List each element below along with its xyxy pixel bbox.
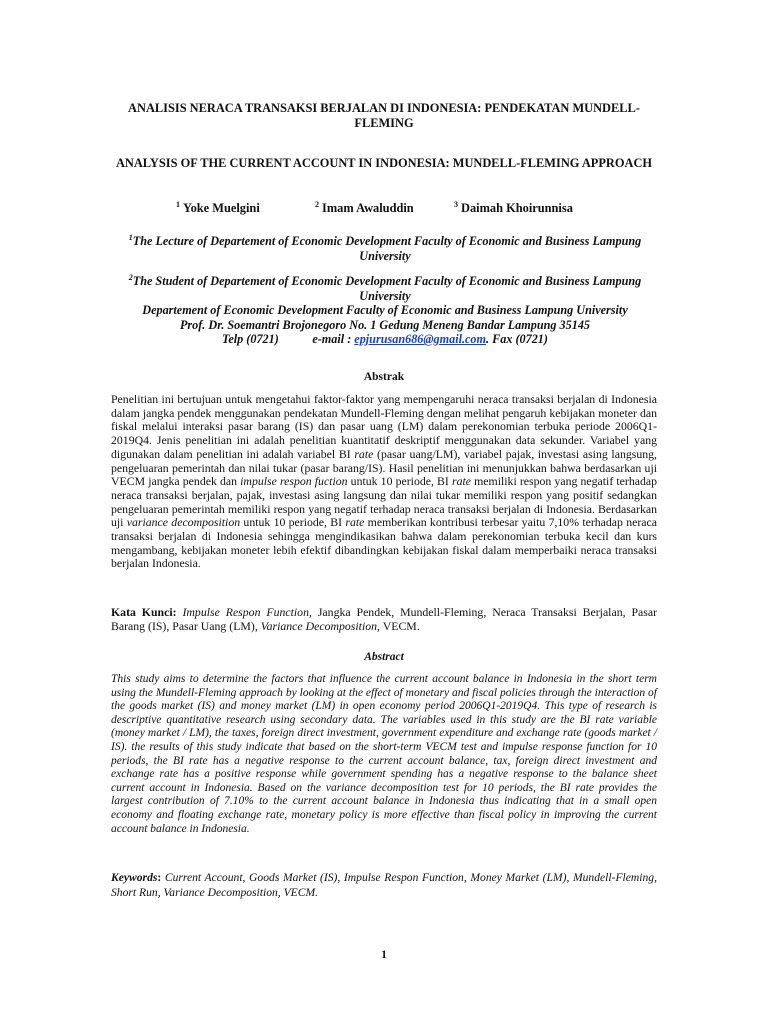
abstrak-italic: rate	[354, 446, 374, 461]
abstrak-text: untuk 10 periode, BI	[347, 474, 452, 489]
author-2-name: Imam Awaluddin	[322, 201, 414, 216]
abstrak-italic: rate	[451, 474, 471, 489]
abstrak-italic: variance decomposition	[126, 515, 241, 530]
affiliation-2	[111, 271, 659, 347]
author-2-superscript: 2	[315, 200, 319, 209]
affiliation-1-superscript: 1	[128, 233, 133, 242]
abstract-heading: Abstract	[364, 651, 404, 663]
affiliation-2-text: The Student of Departement of Economic Development Faculty of Economic and Business Lampung University	[132, 274, 642, 303]
author-1-name: Yoke Muelgini	[183, 201, 260, 216]
author-3	[454, 200, 573, 216]
abstrak-text: untuk 10 periode, BI	[240, 515, 346, 530]
author-3-name: Daimah Khoirunnisa	[461, 201, 573, 216]
paper-title-indonesian: ANALISIS NERACA TRANSAKSI BERJALAN DI INDONESIA: PENDEKATAN MUNDELL-FLEMING	[128, 101, 640, 130]
keywords-text: Current Account, Goods Market (IS), Impulse Respon Function, Money Market (LM), Mundell-Fleming, Short Run, Variance Decomposition, VECM.	[111, 871, 657, 899]
abstrak-italic: impulse respon fuction	[240, 474, 348, 489]
telp-text: Telp (0721)	[222, 332, 279, 347]
kata-kunci-label: Kata Kunci:	[111, 605, 177, 619]
abstrak-italic: rate	[345, 515, 365, 530]
email-label: e-mail :	[312, 332, 352, 347]
contact-line	[111, 332, 659, 347]
kata-kunci-italic: Impulse Respon Function	[182, 605, 309, 619]
affiliation-1	[111, 231, 659, 263]
abstract-body: This study aims to determine the factors that influence the current account balance in Indonesia in the short term using the Mundell-Fleming approach by looking at the effect of monetary and fiscal policies through the interaction of the goods market (IS) and money market (LM) in open economy period 2006Q1-2019Q4. This type of research is descriptive quantitative research using secondary data. The variables used in this study are the BI rate variable (money market / LM), the taxes, foreign direct investment, government expenditure and exchange rate (goods market / IS). the results of this study indicate that based on the short-term VECM test and impulse response function for 10 periods, the BI rate has a negative response to the current account balance, tax, foreign direct investment and exchange rate has a positive response while government spending has a negative response to the balance sheet current account in Indonesia. Based on the variance decomposition test for 10 periods, the BI rate provides the largest contribution of 7.10% to the current account balance in Indonesia thus indicating that in a small open economy and floating exchange rate, monetary policy is more effective than fiscal policy in improving the current account balance in Indonesia.	[111, 673, 657, 835]
author-2	[315, 200, 414, 216]
abstrak-text: memiliki respon yang negatif terhadap neraca transaksi berjalan, pajak, investasi asing langsung dan nilai tukar memiliki respon yang positif sedangkan pengeluaran pemerintah memiliki respon yang negatif terhadap neraca transaksi berjalan di Indonesia. Berdasarkan uji	[111, 474, 657, 530]
affiliation-2-line	[111, 271, 659, 303]
kata-kunci-text: , Jangka Pendek, Mundell-Fleming, Neraca Transaksi Berjalan, Pasar Barang (IS), Pasar Uang (LM),	[111, 605, 658, 633]
paper-title-english: ANALYSIS OF THE CURRENT ACCOUNT IN INDONESIA: MUNDELL-FLEMING APPROACH	[115, 156, 653, 170]
affiliation-2-superscript: 2	[128, 273, 133, 282]
abstrak-body	[111, 393, 657, 571]
keywords-colon: :	[157, 871, 162, 884]
affiliation-1-text: The Lecture of Departement of Economic Development Faculty of Economic and Business Lampung University	[132, 234, 642, 263]
author-1-superscript: 1	[176, 200, 180, 209]
email-link[interactable]: epjurusan686@gmail.com	[354, 332, 486, 347]
address-line: Prof. Dr. Soemantri Brojonegoro No. 1 Gedung Meneng Bandar Lampung 35145	[179, 317, 591, 332]
kata-kunci	[111, 605, 657, 633]
keywords	[111, 871, 657, 900]
keywords-label: Keywords	[111, 871, 158, 884]
department-line: Departement of Economic Development Faculty of Economic and Business Lampung University	[142, 303, 628, 318]
author-3-superscript: 3	[454, 200, 458, 209]
abstrak-text: Penelitian ini bertujuan untuk mengetahui faktor-faktor yang mempengaruhi neraca transaksi berjalan di Indonesia dalam jangka pendek menggunakan pendekatan Mundell-Fleming dengan melihat pengaruh kebijakan moneter dan fiskal melalui interaksi pasar barang (IS) dan pasar uang (LM) dalam perekonomian terbuka periode 2006Q1-2019Q4. Jenis penelitian ini adalah penelitian kuantitatif deskriptif menggunakan data sekunder. Variabel yang digunakan dalam penelitian ini adalah variabel BI	[111, 392, 657, 461]
fax-text: . Fax (0721)	[486, 332, 548, 347]
abstrak-text: (pasar uang/LM), variabel pajak, investasi asing langsung, pengeluaran pemerintah dan nilai tukar (pasar barang/IS). Hasil penelitian ini menunjukkan bahwa berdasarkan uji VECM jangka pendek dan	[111, 446, 657, 489]
author-1	[176, 200, 260, 216]
abstrak-text: memberikan kontribusi terbesar yaitu 7,10% terhadap neraca transaksi berjalan di Indonesia sehingga mengindikasikan bahwa dalam perekonomian terbuka kecil dan kurs mengambang, kebijakan moneter lebih efektif dibandingkan kebijakan fiskal dalam memperbaiki neraca transaksi berjalan Indonesia.	[111, 515, 657, 571]
kata-kunci-text: , VECM.	[377, 619, 420, 633]
abstrak-heading: Abstrak	[363, 371, 405, 383]
kata-kunci-italic: Variance Decomposition	[260, 619, 378, 633]
page-number: 1	[381, 949, 387, 961]
author-list	[0, 200, 768, 218]
